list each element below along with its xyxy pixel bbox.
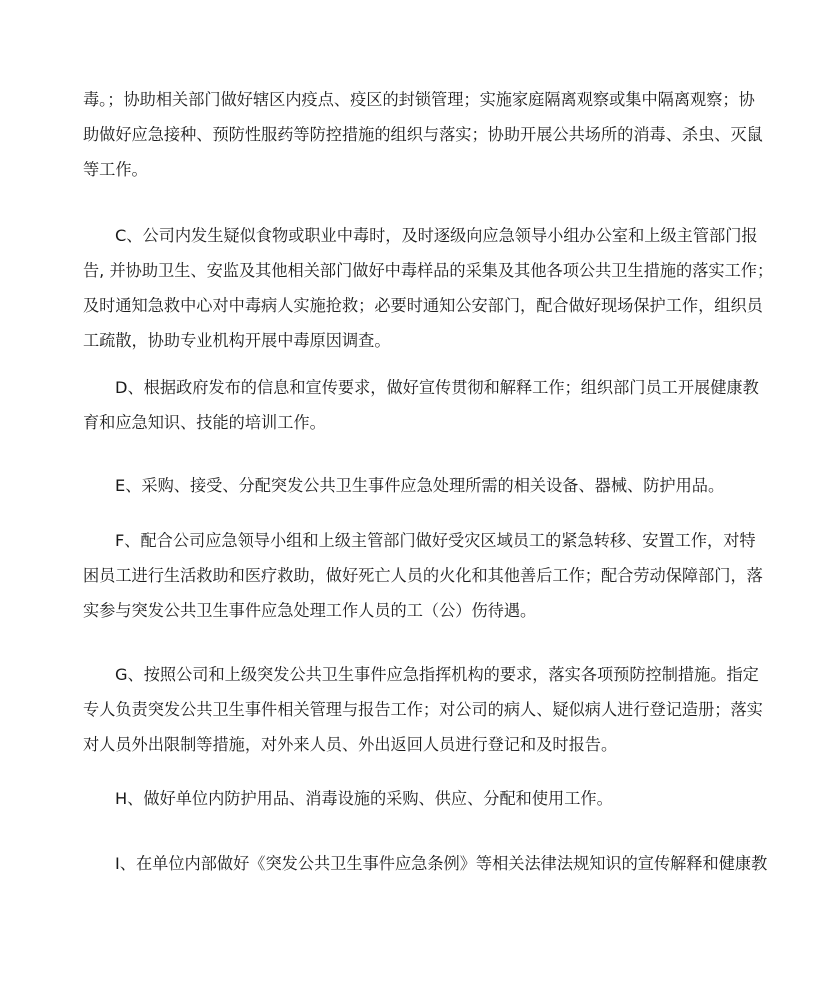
text-line: 专人负责突发公共卫生事件相关管理与报告工作；对公司的病人、疑似病人进行登记造册；落实: [83, 700, 763, 719]
paragraph-g: [83, 657, 763, 762]
text-line: E、采购、接受、分配突发公共卫生事件应急处理所需的相关设备、器械、防护用品。: [115, 476, 725, 495]
text-line: 工疏散，协助专业机构开展中毒原因调查。: [83, 331, 391, 350]
text-line: 困员工进行生活救助和医疗救助，做好死亡人员的火化和其他善后工作；配合劳动保障部门，落: [83, 566, 763, 585]
text-line: C、公司内发生疑似食物或职业中毒时，及时逐级向应急领导小组办公室和上级主管部门报: [115, 226, 758, 245]
paragraph-i: [83, 846, 768, 881]
text-line: 助做好应急接种、预防性服药等防控措施的组织与落实；协助开展公共场所的消毒、杀虫、灭鼠: [83, 125, 763, 144]
text-line: F、配合公司应急领导小组和上级主管部门做好受灾区域员工的紧急转移、安置工作，对特: [115, 531, 756, 550]
text-line: I、在单位内部做好《突发公共卫生事件应急条例》等相关法律法规知识的宣传解释和健康教: [115, 854, 768, 873]
text-line: 育和应急知识、技能的培训工作。: [83, 413, 326, 432]
text-line: 及时通知急救中心对中毒病人实施抢救；必要时通知公安部门，配合做好现场保护工作，组织员: [83, 296, 763, 315]
paragraph-h: [83, 781, 753, 816]
text-line: G、按照公司和上级突发公共卫生事件应急指挥机构的要求，落实各项预防控制措施。指定: [115, 665, 759, 684]
text-line: D、根据政府发布的信息和宣传要求，做好宣传贯彻和解释工作；组织部门员工开展健康教: [115, 378, 759, 397]
text-line: 对人员外出限制等措施，对外来人员、外出返回人员进行登记和及时报告。: [83, 735, 618, 754]
paragraph-c: [83, 218, 774, 358]
paragraph-d: [83, 370, 759, 440]
text-line: 毒。；协助相关部门做好辖区内疫点、疫区的封锁管理；实施家庭隔离观察或集中隔离观察；协: [83, 90, 755, 109]
paragraph-continuation: [83, 82, 763, 187]
text-line: H、做好单位内防护用品、消毒设施的采购、供应、分配和使用工作。: [115, 789, 613, 808]
text-line: 实参与突发公共卫生事件应急处理工作人员的工（公）伤待遇。: [83, 601, 537, 620]
text-line: 告, 并协助卫生、安监及其他相关部门做好中毒样品的采集及其他各项公共卫生措施的落实工作；: [83, 261, 774, 280]
paragraph-e: [83, 468, 753, 503]
text-line: 等工作。: [83, 160, 148, 179]
paragraph-f: [83, 523, 763, 628]
